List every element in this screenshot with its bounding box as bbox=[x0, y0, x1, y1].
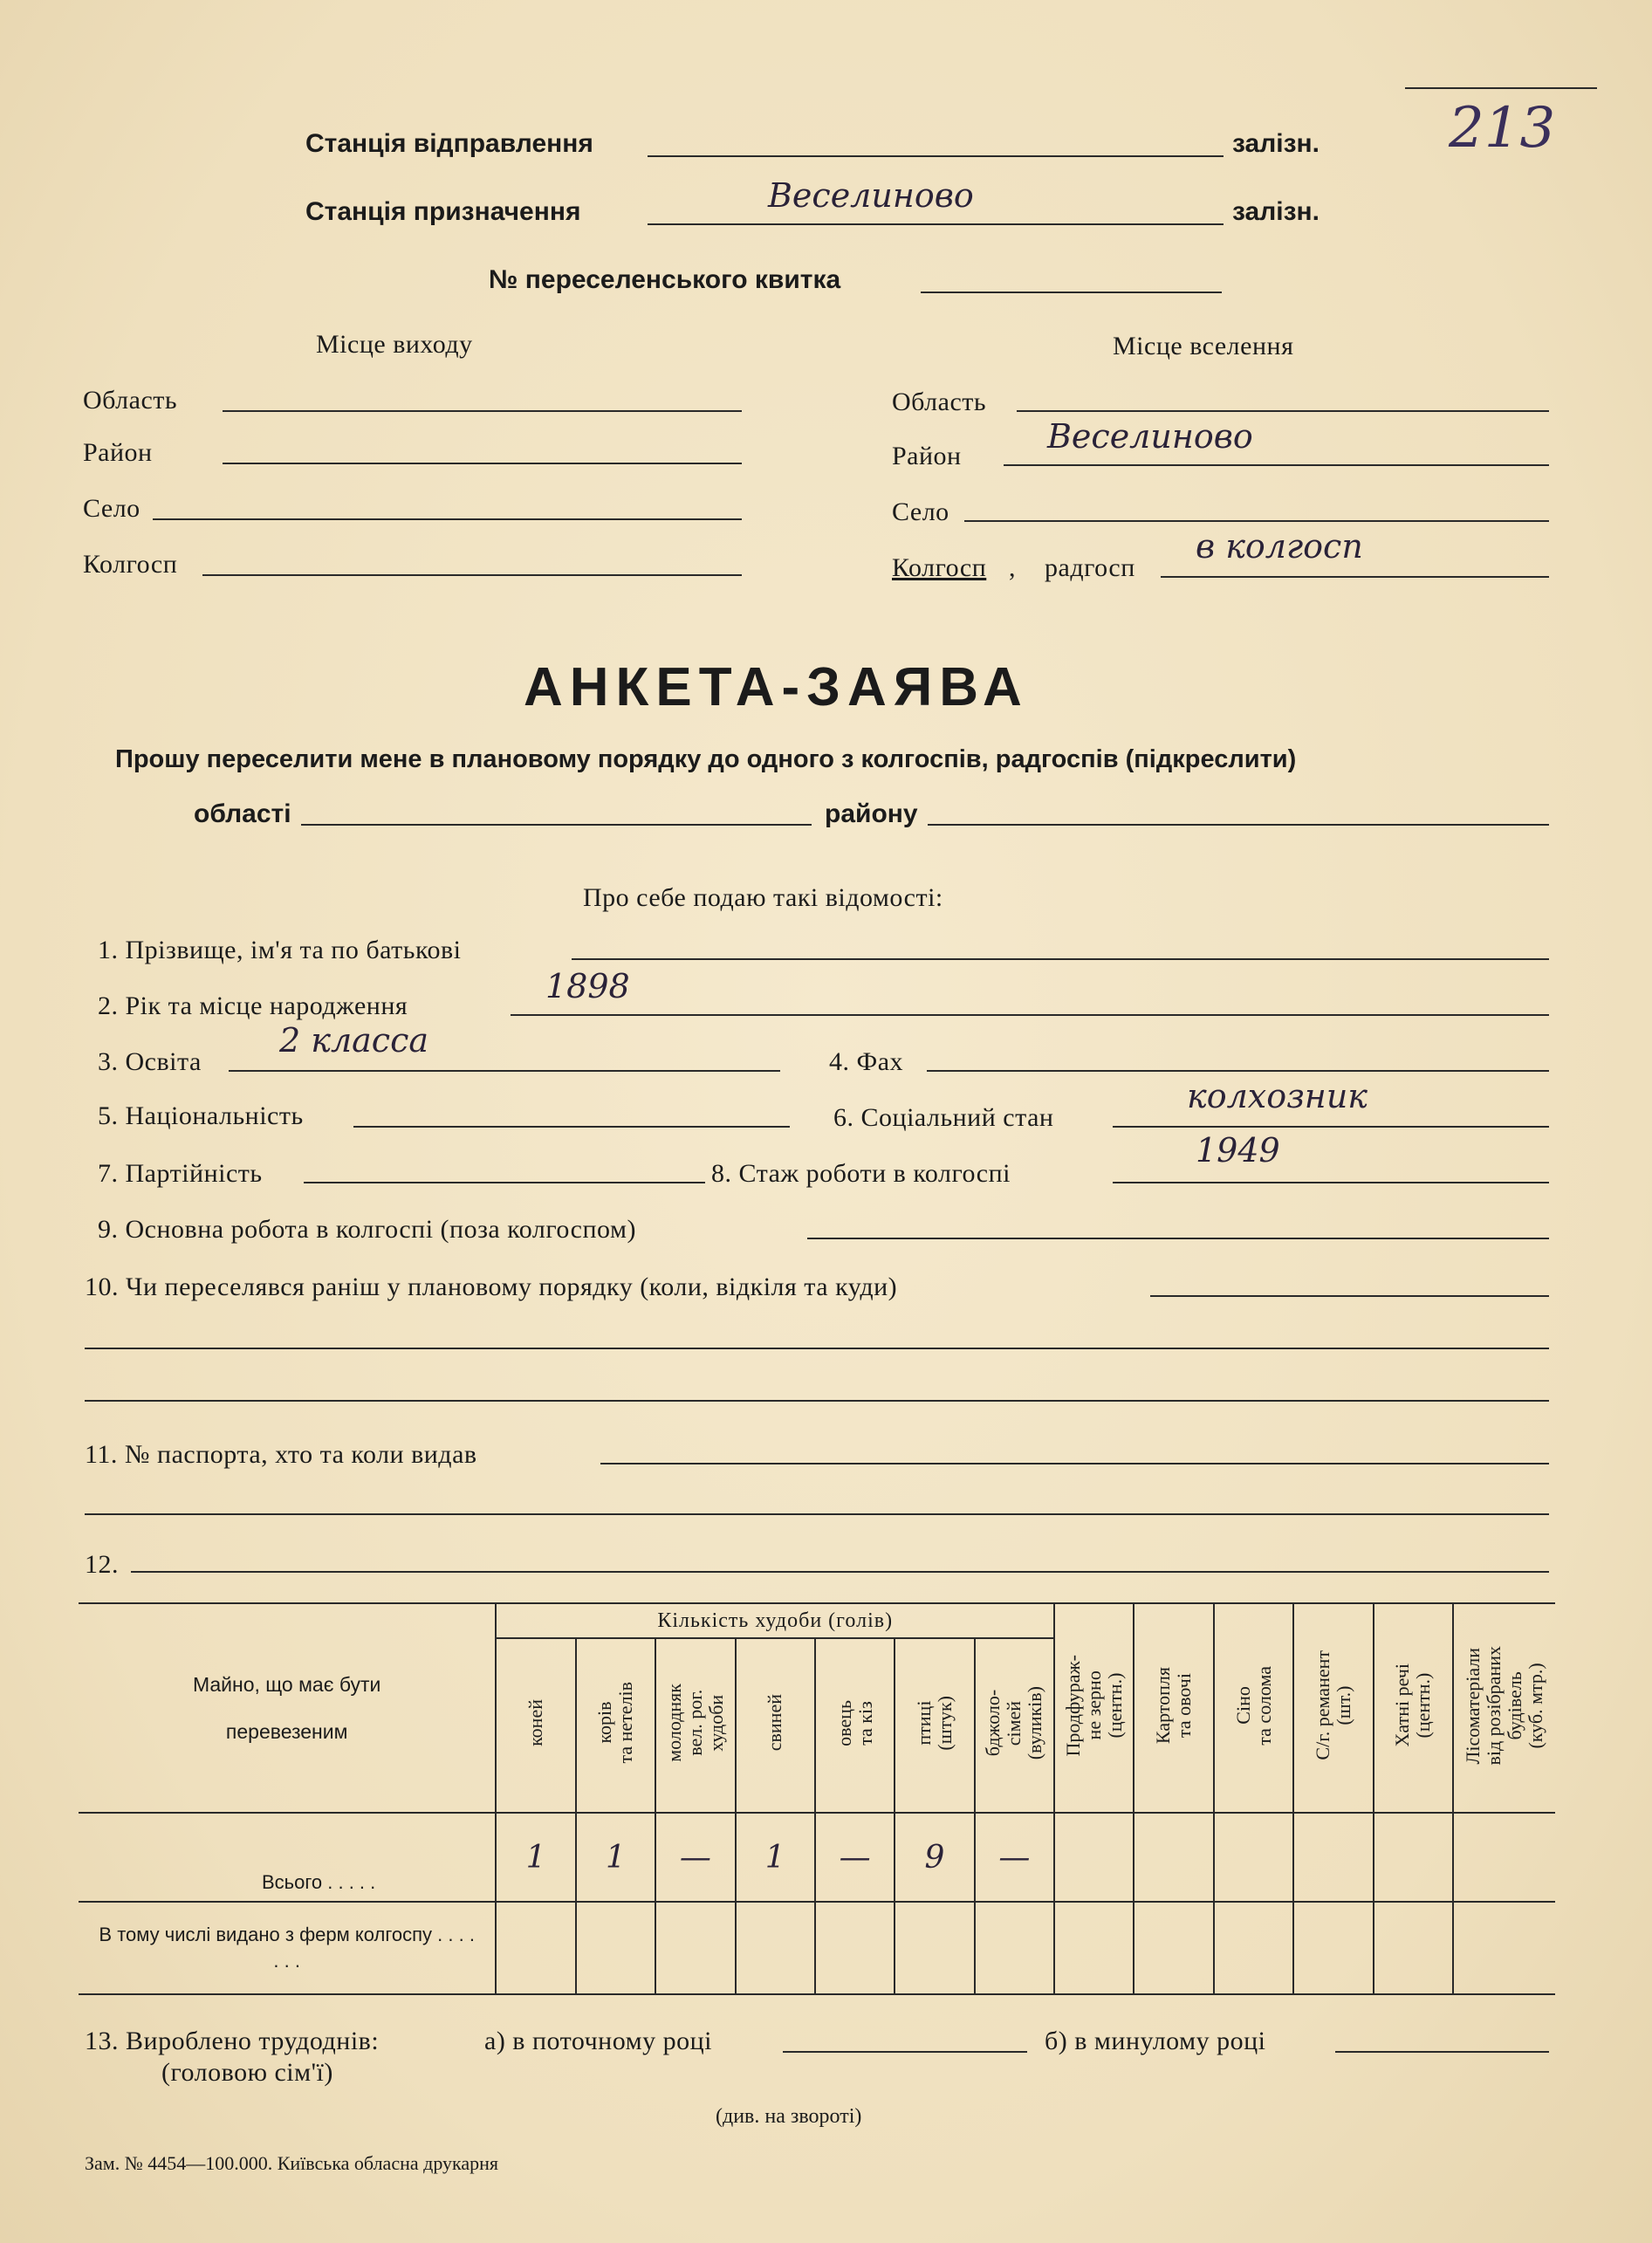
field-6-label: 6. Соціальний стан bbox=[833, 1103, 1054, 1132]
ticket-number-label: № переселенського квитка bbox=[489, 265, 841, 294]
farm-cell-13 bbox=[1453, 1902, 1555, 1994]
field-2-label: 2. Рік та місце народження bbox=[98, 991, 408, 1020]
field-3-line bbox=[229, 1070, 780, 1072]
col-header-4 bbox=[736, 1638, 815, 1813]
workdays-current-line bbox=[783, 2051, 1027, 2053]
col-header-12 bbox=[1374, 1603, 1453, 1813]
field-4-label: 4. Фах bbox=[829, 1047, 904, 1076]
field-2-line bbox=[511, 1014, 1549, 1016]
field-6-value: колхозник bbox=[1187, 1077, 1368, 1115]
col-header-9-text: Картопля та овочі bbox=[1152, 1666, 1196, 1745]
destination-rail-suffix: залізн. bbox=[1232, 197, 1320, 226]
field-10-extra-line-1 bbox=[85, 1348, 1549, 1349]
field-8-line bbox=[1113, 1182, 1549, 1183]
field-5-label: 5. Національність bbox=[98, 1101, 304, 1130]
field-12-label: 12. bbox=[85, 1550, 119, 1579]
origin-heading: Місце виходу bbox=[316, 330, 473, 359]
col-header-3-text: молодняк вел. рог. худоби bbox=[662, 1684, 727, 1762]
destination-station-line bbox=[648, 223, 1224, 225]
destination-station-value: Веселиново bbox=[768, 176, 974, 215]
destination-raion-label: Район bbox=[892, 442, 962, 470]
field-12-line bbox=[131, 1571, 1549, 1573]
field-2-value: 1898 bbox=[545, 967, 630, 1005]
farm-cell-6 bbox=[895, 1902, 974, 1994]
farm-cell-2 bbox=[576, 1902, 655, 1994]
request-oblast-label: області bbox=[194, 799, 291, 828]
workdays-sublabel: (головою сім'ї) bbox=[161, 2058, 333, 2087]
origin-selo-line bbox=[153, 518, 742, 520]
origin-oblast-line bbox=[223, 410, 742, 412]
printer-imprint: Зам. № 4454—100.000. Київська обласна друкарня bbox=[85, 2152, 499, 2174]
field-10-extra-line-2 bbox=[85, 1400, 1549, 1402]
farm-cell-10 bbox=[1214, 1902, 1293, 1994]
farm-cell-3 bbox=[655, 1902, 735, 1994]
col-header-8 bbox=[1054, 1603, 1134, 1813]
farm-cell-12 bbox=[1374, 1902, 1453, 1994]
col-header-11-text: С/г. реманент (шт.) bbox=[1311, 1650, 1354, 1760]
property-table bbox=[79, 1602, 1555, 1995]
field-9-label: 9. Основна робота в колгоспі (поза колгоспом) bbox=[98, 1215, 636, 1244]
workdays-current-label: а) в поточному році bbox=[484, 2027, 713, 2055]
origin-oblast-label: Область bbox=[83, 386, 178, 415]
row-farm-label: В тому числі видано з ферм колгоспу . . . . . . . bbox=[79, 1902, 496, 1994]
field-3-value: 2 класса bbox=[279, 1021, 429, 1060]
col-header-5 bbox=[815, 1638, 895, 1813]
field-10-line bbox=[1150, 1295, 1549, 1297]
ticket-number-line bbox=[921, 292, 1222, 293]
destination-kolhosp-label: Колгосп bbox=[892, 553, 987, 582]
archive-number: 213 bbox=[1449, 96, 1556, 161]
col-header-13 bbox=[1453, 1603, 1555, 1813]
livestock-header: Кількість худоби (голів) bbox=[496, 1603, 1054, 1638]
total-cell-3: — bbox=[679, 1839, 711, 1876]
destination-kolhosp-sep: , bbox=[1009, 553, 1016, 582]
field-3-label: 3. Освіта bbox=[98, 1047, 202, 1076]
col-header-7-text: бджоло- сімей (вуликів) bbox=[982, 1685, 1046, 1760]
destination-heading: Місце вселення bbox=[1113, 332, 1294, 360]
total-cell-7: — bbox=[998, 1839, 1031, 1876]
destination-selo-label: Село bbox=[892, 497, 949, 526]
origin-raion-label: Район bbox=[83, 438, 153, 467]
field-4-line bbox=[927, 1070, 1549, 1072]
request-raion-label: району bbox=[825, 799, 918, 828]
col-header-10-text: Сіно та солома bbox=[1231, 1665, 1275, 1746]
destination-selo-line bbox=[964, 520, 1549, 522]
col-header-8-text: Продфураж- не зерно (центн.) bbox=[1061, 1654, 1126, 1757]
col-header-5-text: овець та кіз bbox=[833, 1699, 876, 1746]
request-text: Прошу переселити мене в плановому порядку до одного з колгоспів, радгоспів (підкреслити) bbox=[115, 745, 1297, 773]
destination-raion-line bbox=[1004, 464, 1549, 466]
origin-kolhosp-label: Колгосп bbox=[83, 550, 178, 579]
destination-station-label: Станція призначення bbox=[305, 197, 581, 226]
col-header-10 bbox=[1214, 1603, 1293, 1813]
farm-cell-9 bbox=[1134, 1902, 1213, 1994]
departure-station-label: Станція відправлення bbox=[305, 129, 593, 158]
destination-kolhosp-line bbox=[1161, 576, 1549, 578]
destination-radhosp-label: радгосп bbox=[1045, 553, 1135, 582]
col-header-6 bbox=[895, 1638, 974, 1813]
departure-rail-suffix: залізн. bbox=[1232, 129, 1320, 158]
farm-cell-7 bbox=[975, 1902, 1054, 1994]
farm-cell-1 bbox=[496, 1902, 575, 1994]
workdays-label: 13. Вироблено трудоднів: bbox=[85, 2027, 380, 2055]
destination-kolhosp-value: в колгосп bbox=[1196, 527, 1363, 566]
table-row-total bbox=[79, 1813, 1555, 1902]
col-header-9 bbox=[1134, 1603, 1213, 1813]
col-header-11 bbox=[1293, 1603, 1373, 1813]
field-1-line bbox=[572, 958, 1549, 960]
property-header: Майно, що має бути перевезеним bbox=[79, 1603, 496, 1813]
intro-text: Про себе подаю такі відомості: bbox=[583, 883, 943, 912]
field-9-line bbox=[807, 1238, 1549, 1239]
col-header-4-text: свиней bbox=[764, 1694, 786, 1752]
col-header-3 bbox=[655, 1638, 735, 1813]
destination-raion-value: Веселиново bbox=[1047, 417, 1253, 456]
departure-station-line bbox=[648, 155, 1224, 157]
farm-cell-11 bbox=[1293, 1902, 1373, 1994]
field-5-line bbox=[353, 1126, 790, 1128]
col-header-12-text: Хатні речі (центн.) bbox=[1391, 1663, 1435, 1747]
col-header-13-text: Лісоматеріали від розібраних будівель (куб. мтр.) bbox=[1462, 1645, 1547, 1766]
field-7-line bbox=[304, 1182, 705, 1183]
total-cell-5: — bbox=[839, 1839, 871, 1876]
field-11-line bbox=[600, 1463, 1549, 1464]
workdays-previous-line bbox=[1335, 2051, 1549, 2053]
field-8-value: 1949 bbox=[1196, 1131, 1280, 1170]
request-raion-line bbox=[928, 824, 1549, 826]
field-11-label: 11. № паспорта, хто та коли видав bbox=[85, 1440, 477, 1469]
request-oblast-line bbox=[301, 824, 812, 826]
field-11-extra-line bbox=[85, 1513, 1549, 1515]
col-header-7 bbox=[975, 1638, 1054, 1813]
table-row-farm bbox=[79, 1902, 1555, 1994]
origin-selo-label: Село bbox=[83, 494, 141, 523]
workdays-previous-label: б) в минулому році bbox=[1045, 2027, 1266, 2055]
row-total-label: Всього . . . . . bbox=[79, 1813, 496, 1902]
origin-kolhosp-line bbox=[202, 574, 742, 576]
col-header-1-text: коней bbox=[524, 1699, 547, 1746]
farm-cell-4 bbox=[736, 1902, 815, 1994]
col-header-1 bbox=[496, 1638, 575, 1813]
origin-raion-line bbox=[223, 463, 742, 464]
col-header-2 bbox=[576, 1638, 655, 1813]
field-7-label: 7. Партійність bbox=[98, 1159, 263, 1188]
see-reverse-note: (див. на звороті) bbox=[716, 2105, 862, 2128]
col-header-6-text: птиці (штук) bbox=[912, 1695, 956, 1751]
archive-number-rule bbox=[1405, 87, 1597, 89]
total-cell-6: 9 bbox=[924, 1839, 945, 1876]
total-cell-2: 1 bbox=[605, 1839, 626, 1876]
col-header-2-text: корів та нетелів bbox=[593, 1682, 637, 1764]
form-title: АНКЕТА-ЗАЯВА bbox=[524, 657, 1029, 717]
total-cell-1: 1 bbox=[525, 1839, 546, 1876]
field-1-label: 1. Прізвище, ім'я та по батькові bbox=[98, 936, 462, 964]
destination-oblast-line bbox=[1017, 410, 1549, 412]
farm-cell-8 bbox=[1054, 1902, 1134, 1994]
farm-cell-5 bbox=[815, 1902, 895, 1994]
destination-oblast-label: Область bbox=[892, 388, 987, 416]
field-6-line bbox=[1113, 1126, 1549, 1128]
field-10-label: 10. Чи переселявся раніш у плановому порядку (коли, відкіля та куди) bbox=[85, 1272, 898, 1301]
total-cell-4: 1 bbox=[764, 1839, 785, 1876]
field-8-label: 8. Стаж роботи в колгоспі bbox=[711, 1159, 1011, 1188]
